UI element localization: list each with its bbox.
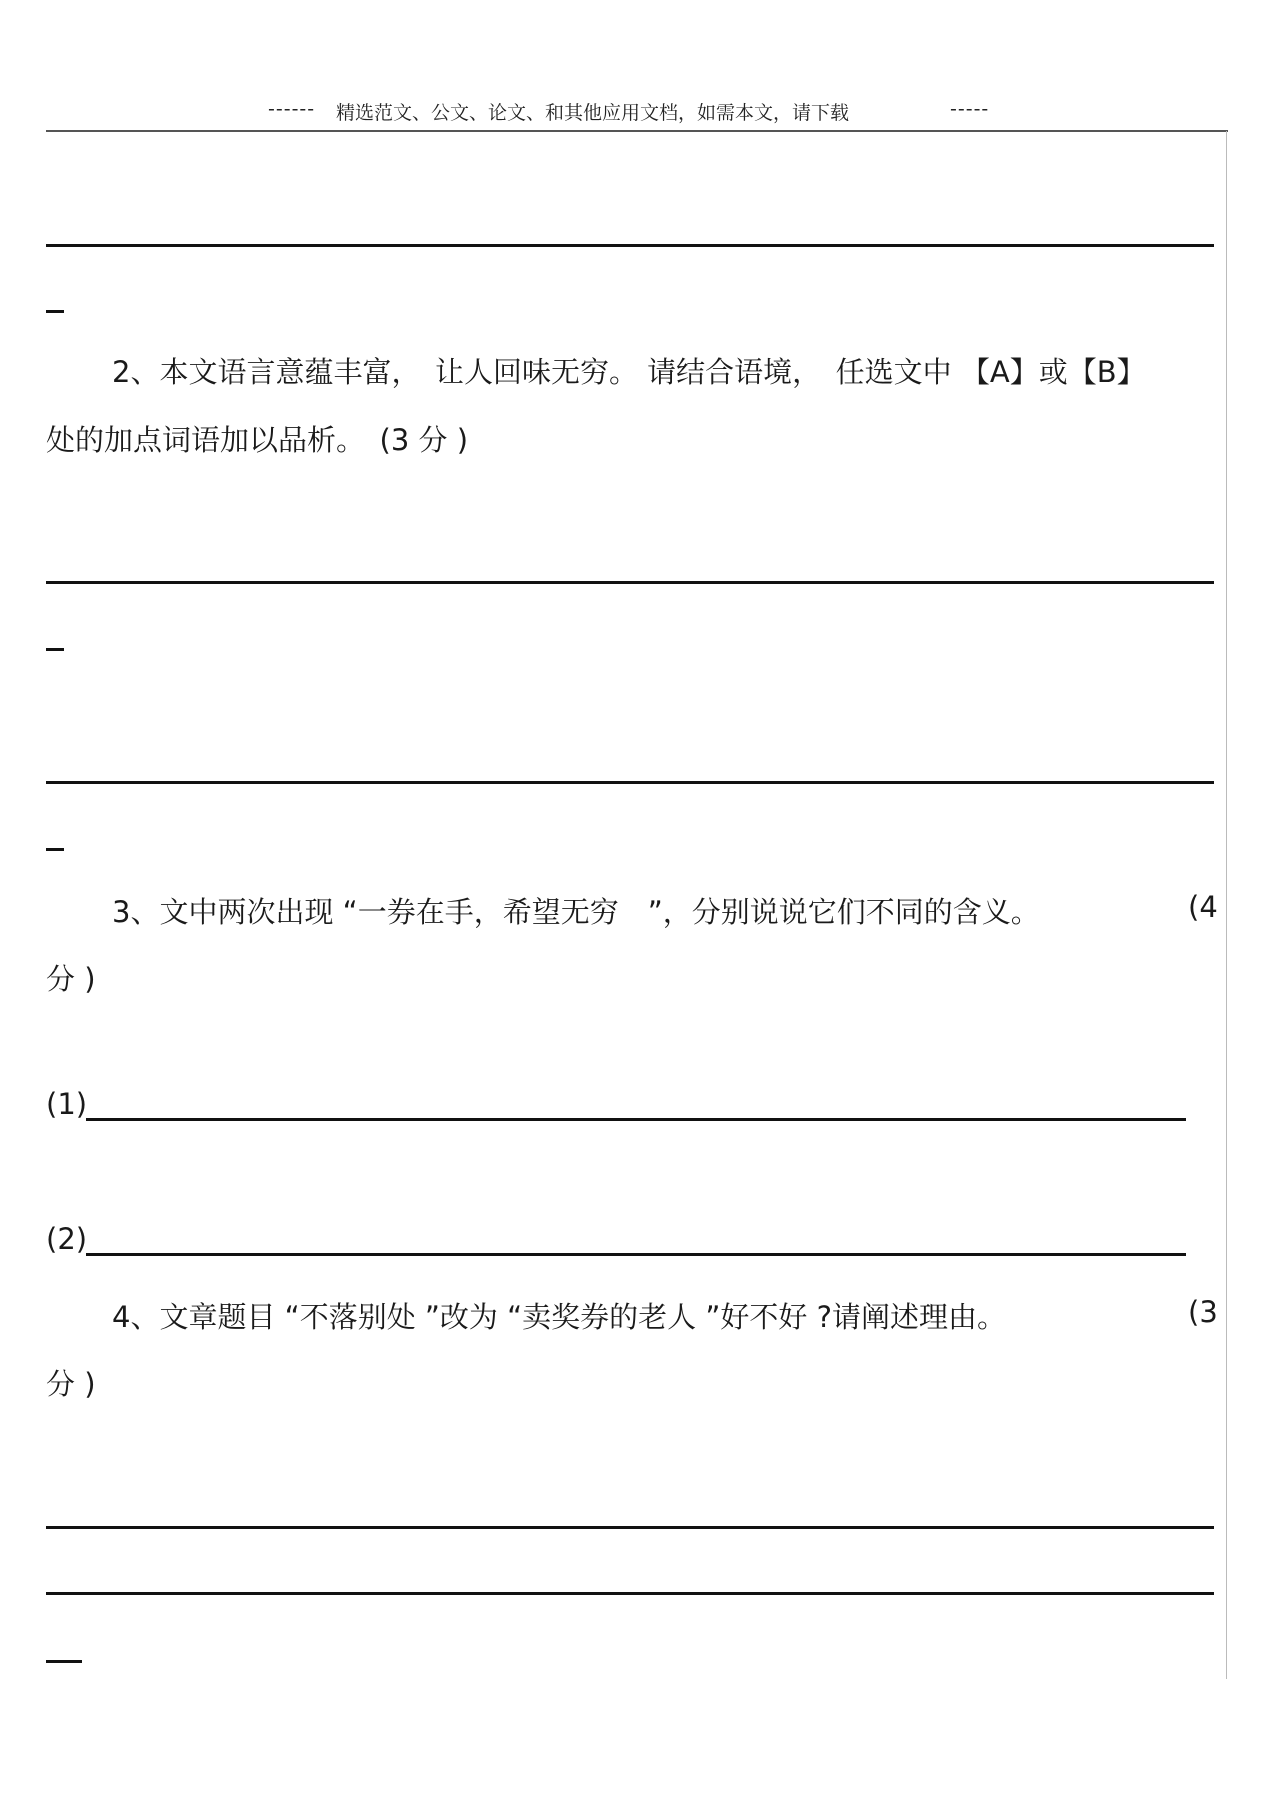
header-dash-left: ------	[268, 98, 316, 120]
header-text: 精选范文、公文、论文、和其他应用文档，如需本文，请下载	[336, 102, 850, 124]
answer-line-stub	[46, 648, 64, 651]
question-4-line-1: 4、文章题目 “不落别处 ”改为 “卖奖券的老人 ”好不好 ?请阐述理由。	[112, 1300, 1007, 1334]
answer-line	[46, 581, 1214, 584]
answer-line-stub	[46, 1660, 82, 1663]
question-4-score-tail: (3	[1188, 1295, 1218, 1329]
answer-line-stub	[46, 848, 64, 851]
answer-label-2: (2)	[46, 1222, 88, 1256]
question-3-score-tail: (4	[1188, 890, 1218, 924]
question-3-line-1: 3、文中两次出现 “一券在手，希望无穷 ”，分别说说它们不同的含义。	[112, 895, 1040, 929]
question-2-line-2: 处的加点词语加以品析。 (3 分 )	[46, 423, 469, 457]
answer-label-1: (1)	[46, 1087, 88, 1121]
header-dash-right: -----	[950, 98, 990, 120]
page-right-border	[1226, 131, 1227, 1679]
question-3-line-2: 分 )	[46, 962, 96, 996]
answer-line	[46, 1592, 1214, 1595]
page-header	[0, 98, 1275, 126]
answer-line-stub	[46, 310, 64, 313]
answer-line	[46, 244, 1214, 247]
answer-line-2[interactable]	[86, 1253, 1186, 1256]
header-rule	[46, 130, 1228, 132]
answer-line-1[interactable]	[86, 1118, 1186, 1121]
answer-line	[46, 1526, 1214, 1529]
question-2-line-1: 2、本文语言意蕴丰富， 让人回味无穷。 请结合语境， 任选文中 【A】或【B】	[112, 355, 1146, 389]
answer-line	[46, 781, 1214, 784]
question-4-line-2: 分 )	[46, 1367, 96, 1401]
